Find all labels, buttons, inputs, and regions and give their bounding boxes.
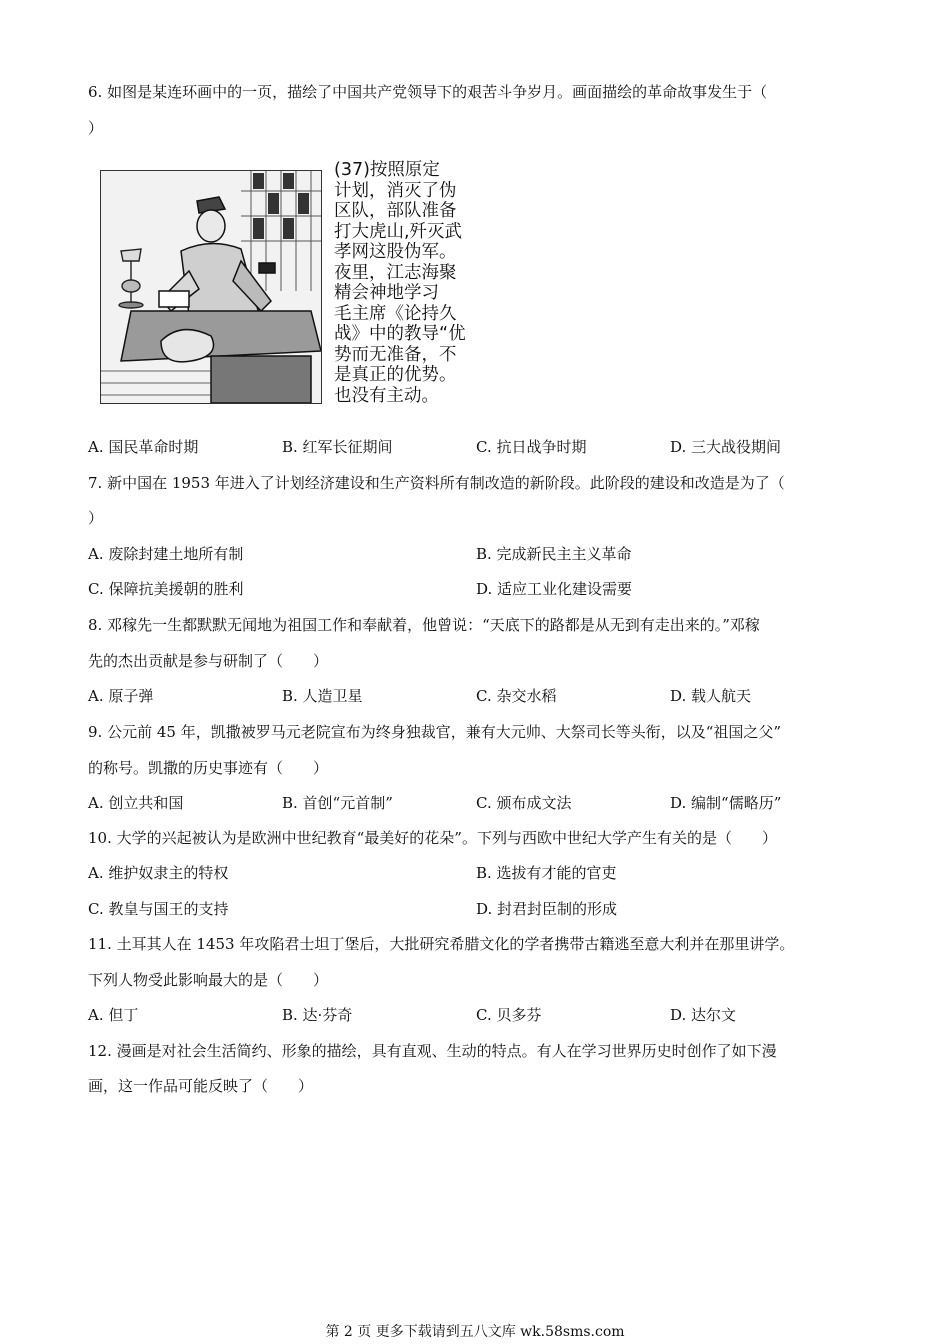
q7-stem-line2: ） xyxy=(88,509,104,527)
q12-stem-line2: 画，这一作品可能反映了（ ） xyxy=(88,1077,314,1095)
q10-stem-line1: 10. 大学的兴起被认为是欧洲中世纪教育“最美好的花朵”。下列与西欧中世纪大学产生有关的是（ ） xyxy=(88,829,777,847)
q7-option-b: B. 完成新民主主义革命 xyxy=(476,545,632,563)
caption-line: 毛主席《论持久 xyxy=(334,303,457,324)
q10-option-c: C. 教皇与国王的支持 xyxy=(88,900,229,918)
caption-line: 势而无准备，不 xyxy=(334,344,457,365)
q11-stem-line1: 11. 土耳其人在 1453 年攻陷君士坦丁堡后，大批研究希腊文化的学者携带古籍逃至意大利并在那里讲学。 xyxy=(88,935,795,953)
q6-stem-line2: ） xyxy=(88,119,104,137)
q6-option-d: D. 三大战役期间 xyxy=(670,438,782,456)
comic-drawing-icon xyxy=(101,171,321,403)
q9-option-a: A. 创立共和国 xyxy=(88,794,184,812)
q6-stem-line1: 6. 如图是某连环画中的一页，描绘了中国共产党领导下的艰苦斗争岁月。画面描绘的革命故事发生于（ xyxy=(88,83,768,101)
q9-stem-line1: 9. 公元前 45 年，凯撒被罗马元老院宣布为终身独裁官，兼有大元帅、大祭司长等头衔，以及“祖国之父” xyxy=(88,723,782,741)
q9-stem-line2: 的称号。凯撒的历史事迹有（ ） xyxy=(88,759,329,777)
q6-option-a: A. 国民革命时期 xyxy=(88,438,199,456)
comic-caption xyxy=(334,160,509,406)
q10-option-d: D. 封君封臣制的形成 xyxy=(476,900,618,918)
q12-stem-line1: 12. 漫画是对社会生活简约、形象的描绘，具有直观、生动的特点。有人在学习世界历史时创作了如下漫 xyxy=(88,1042,777,1060)
caption-line: 是真正的优势。 xyxy=(334,365,457,385)
q11-option-b: B. 达·芬奇 xyxy=(282,1006,353,1024)
q8-stem-line2: 先的杰出贡献是参与研制了（ ） xyxy=(88,652,329,670)
comic-illustration xyxy=(100,170,322,404)
q10-option-b: B. 选拔有才能的官吏 xyxy=(476,864,617,882)
q7-option-c: C. 保障抗美援朝的胜利 xyxy=(88,580,244,598)
q8-option-d: D. 载人航天 xyxy=(670,687,752,705)
caption-line: 夜里，江志海聚 xyxy=(334,262,457,283)
q7-stem-line1: 7. 新中国在 1953 年进入了计划经济建设和生产资料所有制改造的新阶段。此阶段的建设和改造是为了（ xyxy=(88,474,785,492)
q6-option-c: C. 抗日战争时期 xyxy=(476,438,587,456)
q8-option-b: B. 人造卫星 xyxy=(282,687,363,705)
q8-option-a: A. 原子弹 xyxy=(88,687,154,705)
q6-option-b: B. 红军长征期间 xyxy=(282,438,393,456)
q11-stem-line2: 下列人物受此影响最大的是（ ） xyxy=(88,971,329,989)
q9-option-b: B. 首创“元首制” xyxy=(282,794,393,812)
caption-line: 精会神地学习 xyxy=(334,283,439,303)
caption-line: 计划，消灭了伪 xyxy=(334,180,457,201)
q7-option-d: D. 适应工业化建设需要 xyxy=(476,580,633,598)
caption-line: 区队，部队准备 xyxy=(334,201,457,221)
q11-option-d: D. 达尔文 xyxy=(670,1006,737,1024)
q9-option-d: D. 编制“儒略历” xyxy=(670,794,782,812)
q8-option-c: C. 杂交水稻 xyxy=(476,687,557,705)
q10-option-a: A. 维护奴隶主的特权 xyxy=(88,864,229,882)
q11-option-c: C. 贝多芬 xyxy=(476,1006,542,1024)
caption-line: 也没有主动。 xyxy=(334,385,439,406)
caption-line: (37)按照原定 xyxy=(334,160,440,180)
caption-line: 战》中的教导“优 xyxy=(334,324,466,344)
page-footer: 第 2 页 更多下载请到五八文库 wk.58sms.com xyxy=(325,1324,625,1340)
caption-line: 打大虎山,歼灭武 xyxy=(334,221,463,242)
q11-option-a: A. 但丁 xyxy=(88,1006,139,1024)
q9-option-c: C. 颁布成文法 xyxy=(476,794,572,812)
caption-line: 孝网这股伪军。 xyxy=(334,242,457,262)
q8-stem-line1: 8. 邓稼先一生都默默无闻地为祖国工作和奉献着，他曾说：“天底下的路都是从无到有走出来的。”邓稼 xyxy=(88,616,760,634)
q7-option-a: A. 废除封建土地所有制 xyxy=(88,545,244,563)
